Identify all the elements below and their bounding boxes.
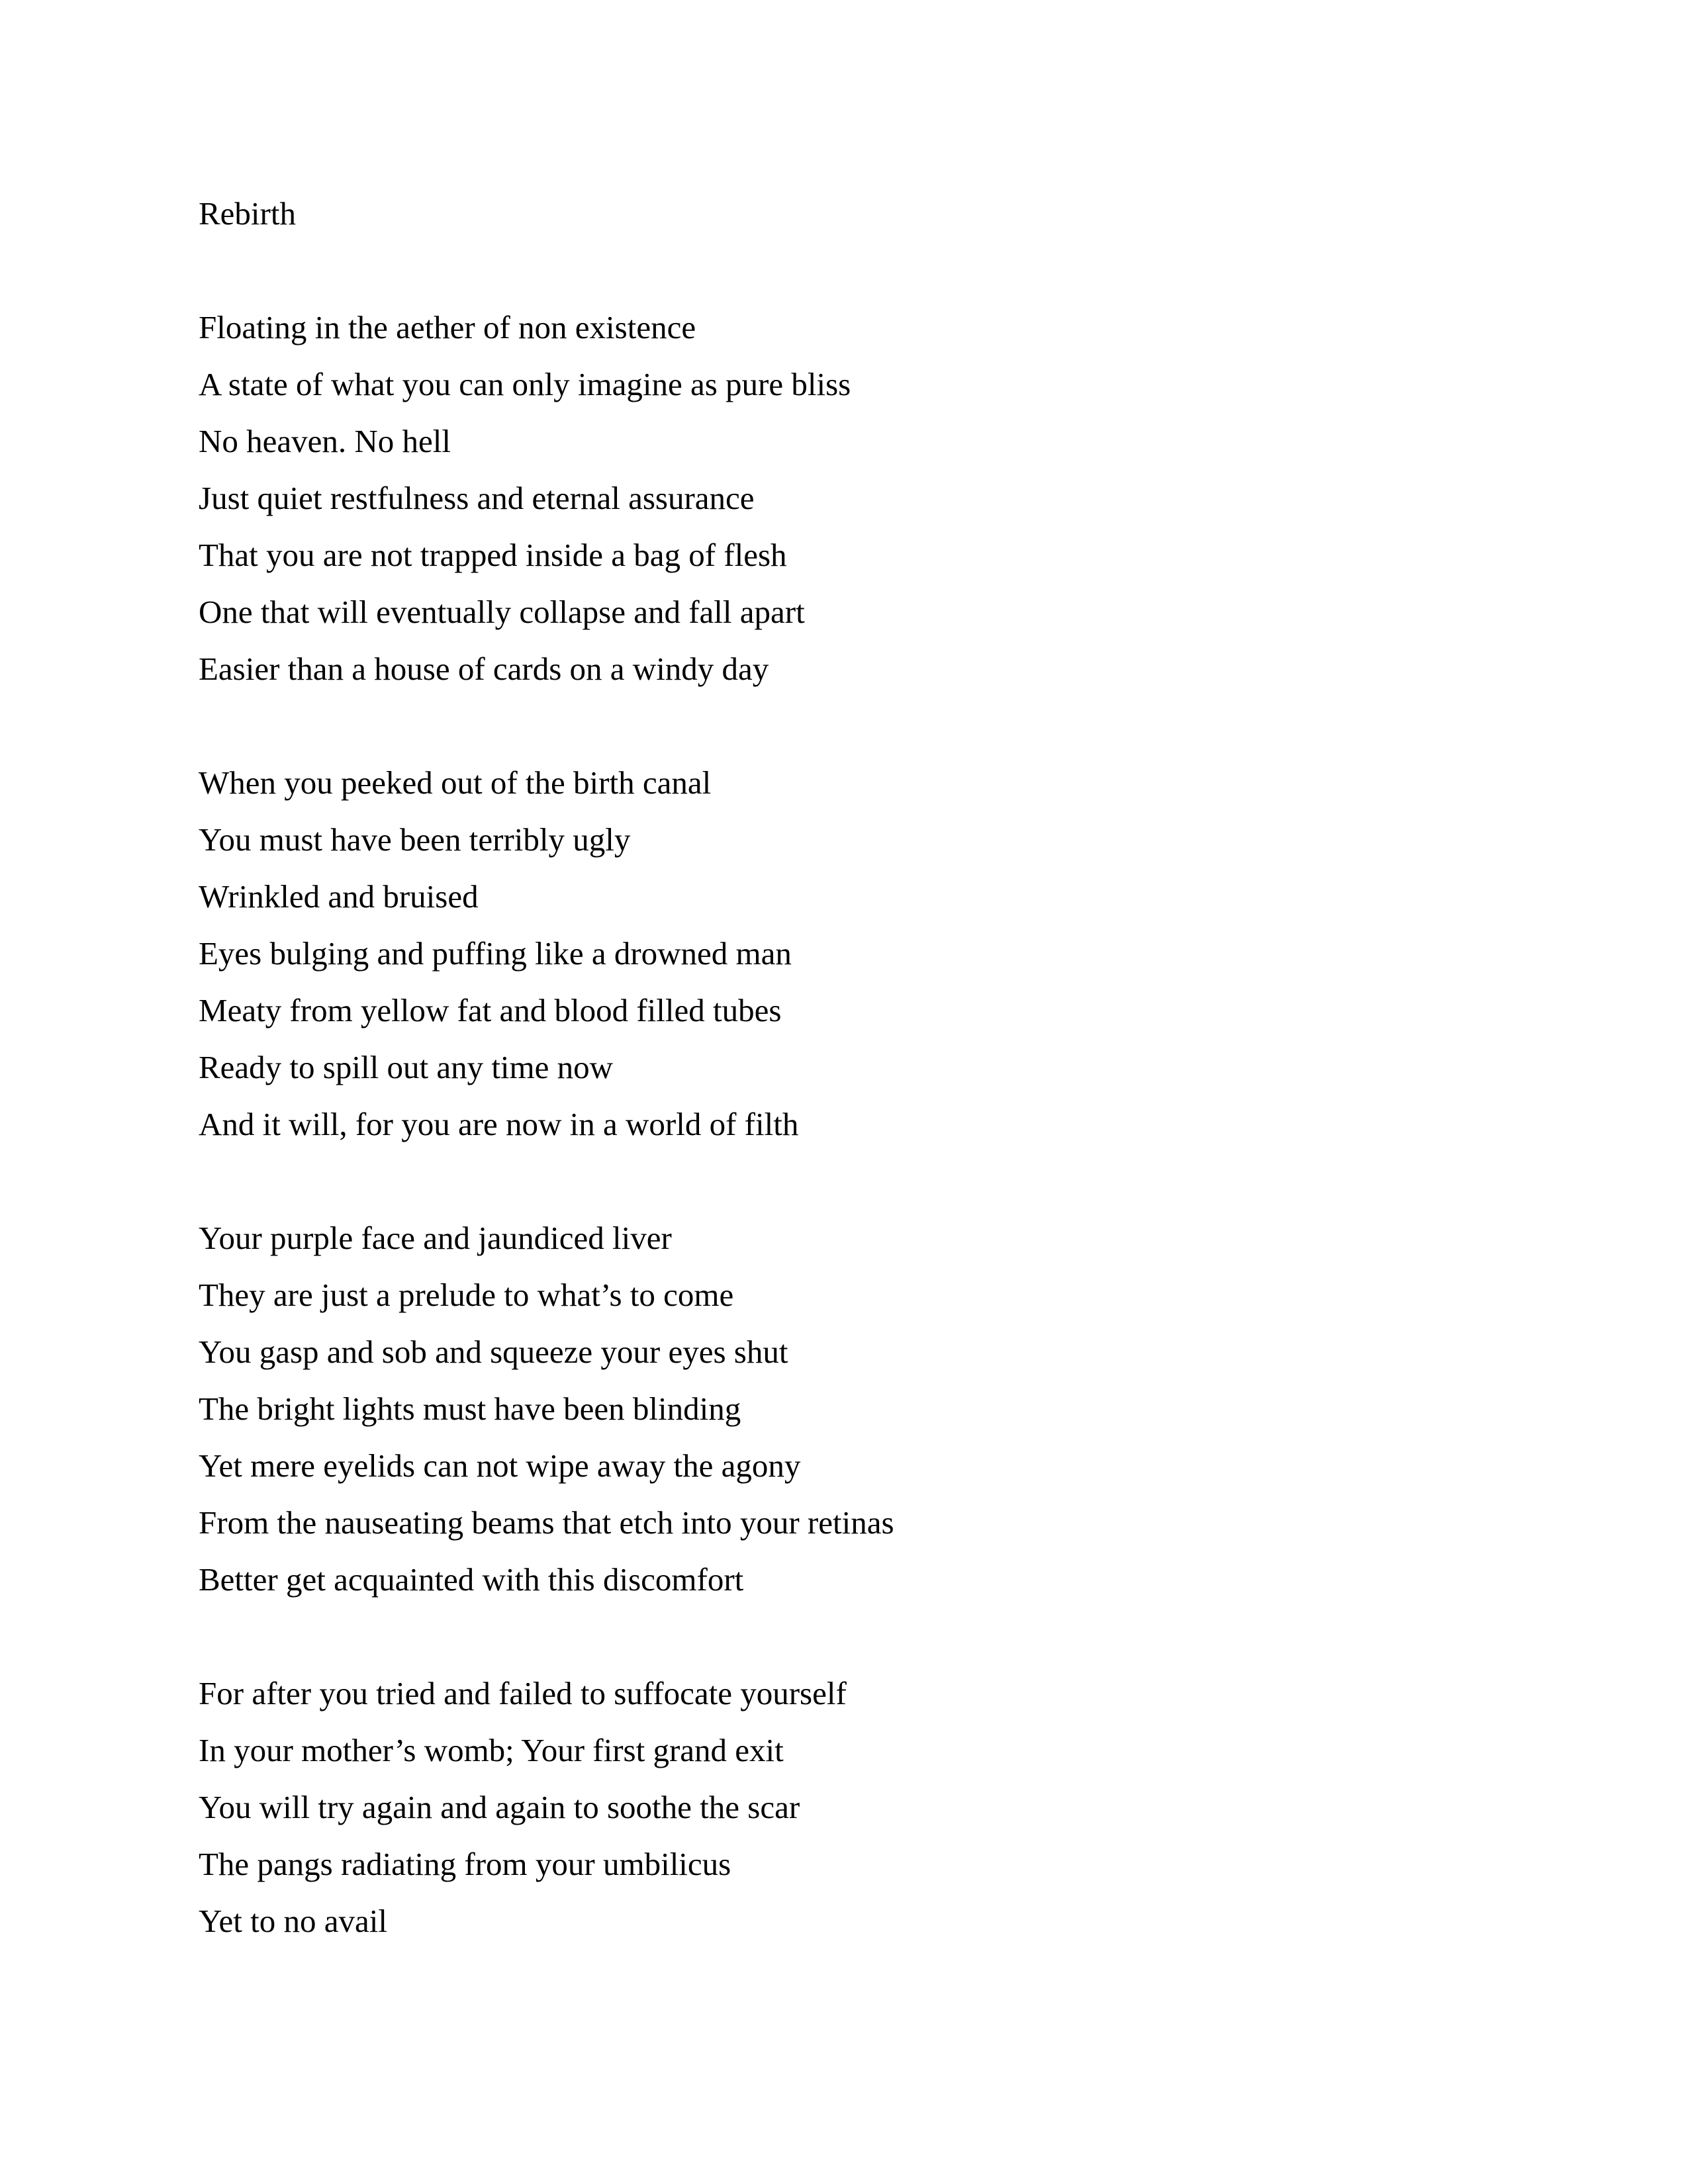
poem-line: You must have been terribly ugly <box>199 821 631 858</box>
poem-line: When you peeked out of the birth canal <box>199 764 712 801</box>
stanza-gap <box>199 1153 1523 1210</box>
poem-line: Wrinkled and bruised <box>199 878 479 915</box>
poem-line: Just quiet restfulness and eternal assurance <box>199 480 755 516</box>
poem-line: Floating in the aether of non existence <box>199 309 696 345</box>
poem-line: The pangs radiating from your umbilicus <box>199 1846 731 1882</box>
stanza-gap <box>199 242 1523 299</box>
poem-line: Yet to no avail <box>199 1903 387 1939</box>
poem-line: Eyes bulging and puffing like a drowned man <box>199 935 792 972</box>
stanza-2 <box>199 754 1523 1153</box>
poem-line: You gasp and sob and squeeze your eyes shut <box>199 1334 788 1370</box>
poem-line: One that will eventually collapse and fall apart <box>199 594 805 630</box>
stanza-1 <box>199 299 1523 698</box>
poem-line: No heaven. No hell <box>199 423 451 459</box>
poem-line: The bright lights must have been blinding <box>199 1390 741 1427</box>
stanza-gap <box>199 698 1523 754</box>
poem-line: Your purple face and jaundiced liver <box>199 1220 672 1256</box>
poem-line: In your mother’s womb; Your first grand exit <box>199 1732 784 1768</box>
poem <box>199 185 1523 1950</box>
poem-line: A state of what you can only imagine as pure bliss <box>199 366 851 402</box>
poem-line: Ready to spill out any time now <box>199 1049 614 1085</box>
poem-line: Yet mere eyelids can not wipe away the agony <box>199 1447 801 1484</box>
poem-line: Meaty from yellow fat and blood filled tubes <box>199 992 782 1028</box>
poem-line: Easier than a house of cards on a windy day <box>199 651 769 687</box>
poem-line: For after you tried and failed to suffocate yourself <box>199 1675 847 1711</box>
poem-line: You will try again and again to soothe the scar <box>199 1789 800 1825</box>
poem-line: Better get acquainted with this discomfort <box>199 1561 744 1598</box>
stanza-4 <box>199 1665 1523 1950</box>
poem-title: Rebirth <box>199 195 296 232</box>
stanza-3 <box>199 1210 1523 1608</box>
poem-line: And it will, for you are now in a world of filth <box>199 1106 799 1142</box>
poem-line: They are just a prelude to what’s to come <box>199 1277 734 1313</box>
stanza-gap <box>199 1608 1523 1665</box>
poem-line: That you are not trapped inside a bag of flesh <box>199 537 787 573</box>
poem-line: From the nauseating beams that etch into your retinas <box>199 1504 894 1541</box>
